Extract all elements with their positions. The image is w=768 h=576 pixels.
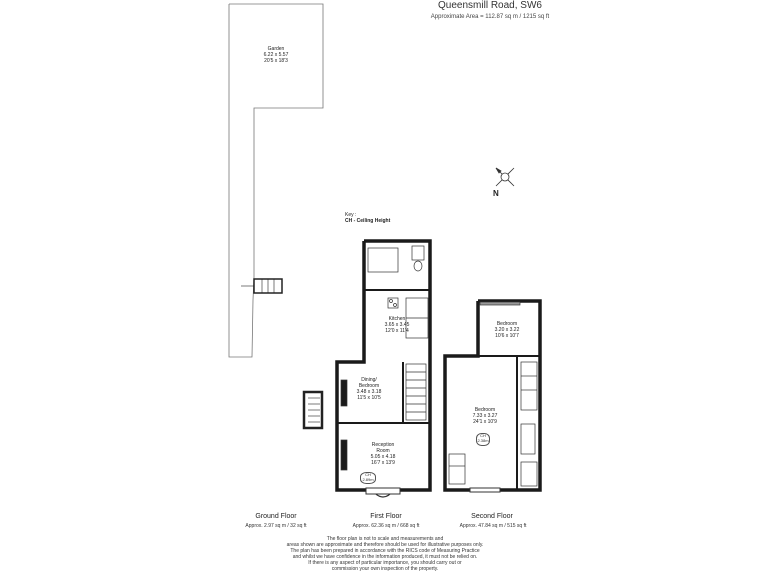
ground-floor-title: Ground Floor (255, 513, 297, 520)
first-floor-area: Approx. 62.36 sq m / 668 sq ft (352, 523, 420, 529)
room-size-metric: 5.05 x 4.18 (370, 454, 396, 460)
key-ceiling-height: CH - Ceiling Height (345, 218, 391, 224)
room-size-metric: 7.33 x 3.27 (472, 413, 498, 419)
room-name: Garden (267, 46, 285, 52)
kitchen-label (372, 316, 422, 334)
room-name: Kitchen (388, 316, 406, 322)
room-name: Bedroom (474, 407, 496, 413)
disclaimer-line: commission your own inspection of the property. (331, 566, 439, 572)
second-floor-title: Second Floor (471, 513, 513, 520)
garden-label (246, 46, 306, 64)
disclaimer-line: The plan has been prepared in accordance with the RICS code of Measuring Practice (290, 548, 480, 554)
room-size-imperial: 16'7 x 13'9 (371, 460, 395, 466)
room-name: Dining/ (361, 377, 377, 383)
room-size-imperial: 11'5 x 10'5 (357, 395, 381, 401)
ground-floor-area: Approx. 2.97 sq m / 32 sq ft (245, 523, 307, 529)
room-size-imperial: 20'5 x 18'3 (264, 58, 288, 64)
room-name-line2: Room (376, 448, 390, 454)
key-heading: Key : (345, 212, 357, 218)
room-size-imperial: 10'6 x 10'7 (495, 333, 519, 339)
dining-bedroom-label (346, 377, 392, 401)
bedroom-upper-label (484, 321, 530, 339)
room-size-imperial: 12'0 x 11'4 (385, 328, 409, 334)
approximate-area: Approximate Area = 112.87 sq m / 1215 sq ft (430, 14, 550, 20)
room-size-metric: 3.20 x 3.22 (494, 327, 520, 333)
reception-room-label (358, 442, 408, 466)
disclaimer (278, 536, 492, 572)
room-name: Reception (371, 442, 395, 448)
room-name-line2: Bedroom (358, 383, 380, 389)
ceiling-height-tag-second: CH 2.38m (476, 433, 490, 446)
room-size-metric: 6.22 x 5.57 (263, 52, 289, 58)
garden-steps (241, 279, 282, 293)
compass-icon (490, 164, 520, 204)
compass-north: N (493, 189, 499, 198)
disclaimer-line: areas shown are approximate and therefore should be used for illustrative purposes only. (286, 542, 484, 548)
ceiling-height-tag-first: CH 2.89m (360, 472, 376, 484)
room-size-metric: 3.65 x 3.45 (384, 322, 410, 328)
ground-floor-stair (304, 392, 322, 428)
bedroom-main-label (460, 407, 510, 425)
first-floor-title: First Floor (370, 513, 402, 520)
room-size-metric: 3.48 x 3.18 (356, 389, 382, 395)
second-floor-area: Approx. 47.84 sq m / 515 sq ft (459, 523, 527, 529)
room-size-imperial: 24'1 x 10'9 (473, 419, 497, 425)
disclaimer-line: The floor plan is not to scale and measurements and (326, 536, 444, 542)
page-title: Queensmill Road, SW6 (438, 0, 542, 11)
disclaimer-line: and whilst we have confidence in the information produced, it must not be relied on. (292, 554, 478, 560)
room-name: Bedroom (496, 321, 518, 327)
key (345, 212, 390, 224)
disclaimer-line: If there is any aspect of particular importance, you should carry out or (308, 560, 462, 566)
